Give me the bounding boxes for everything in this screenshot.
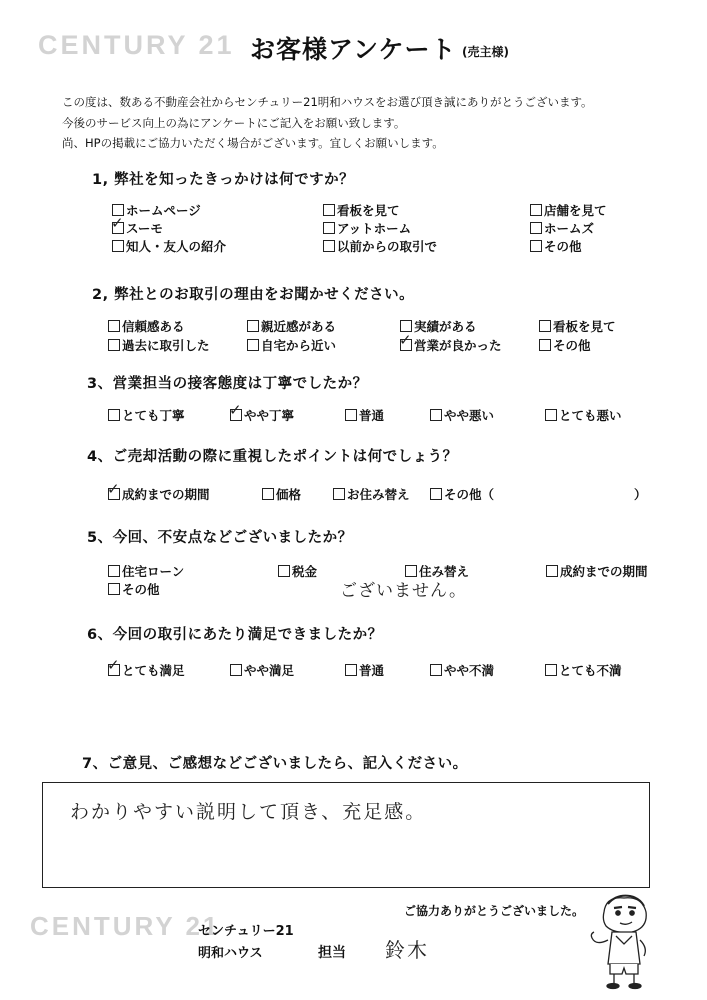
q4-option-price[interactable] xyxy=(262,485,301,503)
thanks-message: ご協力ありがとうございました。 xyxy=(404,904,585,918)
checkbox[interactable] xyxy=(108,583,120,595)
option-label: やや不満 xyxy=(444,663,495,678)
option-label: とても不満 xyxy=(559,663,622,678)
option-label: 税金 xyxy=(292,564,318,579)
option-label: スーモ xyxy=(126,221,163,236)
check-mark-icon: ✓ xyxy=(107,656,120,674)
q3-option-normal[interactable] xyxy=(345,406,384,424)
checkbox[interactable] xyxy=(430,664,442,676)
checkbox[interactable] xyxy=(108,339,120,351)
checkbox[interactable] xyxy=(278,565,290,577)
staff-label: 担当 xyxy=(318,945,346,961)
brand-logo: CENTURY 21 xyxy=(38,30,235,60)
question-3-title: 3、営業担当の接客態度は丁寧でしたか？ xyxy=(87,376,368,392)
intro-text xyxy=(62,92,593,154)
checkbox[interactable] xyxy=(545,664,557,676)
option-label: 営業が良かった xyxy=(414,338,502,353)
check-mark-icon: ✓ xyxy=(111,214,124,232)
option-label: 店舗を見て xyxy=(544,203,607,218)
q1-option-other[interactable] xyxy=(530,237,582,255)
option-label: やや丁寧 xyxy=(244,408,295,423)
option-label: とても満足 xyxy=(122,663,185,678)
option-label: ホームページ xyxy=(126,203,201,218)
checkbox[interactable] xyxy=(430,409,442,421)
q3-option-somewhat-polite[interactable] xyxy=(229,401,295,424)
checkbox-checked[interactable] xyxy=(229,401,242,421)
checkbox[interactable] xyxy=(108,320,120,332)
checkbox[interactable] xyxy=(546,565,558,577)
option-label: お住み替え xyxy=(347,487,410,502)
checkbox[interactable] xyxy=(530,240,542,252)
q2-option-near-home[interactable] xyxy=(247,336,336,354)
mascot-illustration xyxy=(584,890,664,990)
checkbox[interactable] xyxy=(530,222,542,234)
checkbox[interactable] xyxy=(333,488,345,500)
q1-option-homes[interactable] xyxy=(530,219,594,237)
check-mark-icon: ✓ xyxy=(229,401,242,419)
q1-option-previous[interactable] xyxy=(323,237,437,255)
q1-option-suumo[interactable] xyxy=(111,214,163,237)
q5-option-mortgage[interactable] xyxy=(108,562,184,580)
option-label: その他 xyxy=(553,338,591,353)
option-label: その他 xyxy=(544,239,582,254)
option-label: その他（ xyxy=(444,487,495,502)
q1-option-referral[interactable] xyxy=(112,237,226,255)
checkbox[interactable] xyxy=(112,240,124,252)
option-label: とても悪い xyxy=(559,408,622,423)
q6-option-normal[interactable] xyxy=(345,661,384,679)
checkbox[interactable] xyxy=(230,664,242,676)
option-label: 住宅ローン xyxy=(122,564,185,579)
q2-option-other[interactable] xyxy=(539,336,591,354)
checkbox[interactable] xyxy=(539,339,551,351)
q3-option-somewhat-bad[interactable] xyxy=(430,406,494,424)
option-label: 過去に取引した xyxy=(122,338,210,353)
option-label: 看板を見て xyxy=(553,319,616,334)
q2-option-familiarity[interactable] xyxy=(247,317,336,335)
intro-line: 今後のサービス向上の為にアンケートにご記入をお願い致します。 xyxy=(62,115,406,130)
question-1-title: 1, 弊社を知ったきっかけは何ですか？ xyxy=(92,172,355,188)
option-label: 普通 xyxy=(359,663,385,678)
option-label: 親近感がある xyxy=(261,319,337,334)
q3-option-very-polite[interactable] xyxy=(108,406,185,424)
q2-option-past-deal[interactable] xyxy=(108,336,210,354)
q6-option-somewhat-satisfied[interactable] xyxy=(230,661,294,679)
q7-handwritten-comment: わかりやすい説明して頂き、充足感。 xyxy=(70,801,427,823)
q5-handwritten-answer: ございません。 xyxy=(340,581,468,601)
footer-brand-logo: CENTURY 21 xyxy=(30,911,221,941)
page-title: お客様アンケート xyxy=(250,35,457,64)
staff-name-signature: 鈴木 xyxy=(385,938,429,962)
page-title-sub: (売主様) xyxy=(462,45,509,59)
option-label: 知人・友人の紹介 xyxy=(126,239,227,254)
question-6-title: 6、今回の取引にあたり満足できましたか？ xyxy=(87,627,383,643)
checkbox[interactable] xyxy=(323,222,335,234)
q2-option-trust[interactable] xyxy=(108,317,185,335)
q6-option-very-unsatisfied[interactable] xyxy=(545,661,622,679)
question-2-title: 2, 弊社とのお取引の理由をお聞かせください。 xyxy=(92,287,415,303)
option-label: 住み替え xyxy=(419,564,470,579)
question-5-title: 5、今回、不安点などございましたか？ xyxy=(87,530,353,546)
q1-option-homepage[interactable] xyxy=(112,201,201,219)
checkbox[interactable] xyxy=(108,565,120,577)
intro-line: この度は、数ある不動産会社からセンチュリー21明和ハウスをお選び頂き誠にありがとうございます。 xyxy=(62,95,593,109)
option-label: ホームズ xyxy=(544,221,595,236)
check-mark-icon: ✓ xyxy=(107,480,120,498)
checkbox-checked[interactable] xyxy=(107,480,120,500)
q6-option-somewhat-unsatisfied[interactable] xyxy=(430,661,494,679)
q1-option-signboard[interactable] xyxy=(323,201,400,219)
checkbox[interactable] xyxy=(345,409,357,421)
checkbox[interactable] xyxy=(530,204,542,216)
q2-option-good-sales[interactable] xyxy=(399,331,502,354)
q5-option-tax[interactable] xyxy=(278,562,317,580)
q5-option-other[interactable] xyxy=(108,580,160,598)
option-label: 普通 xyxy=(359,408,385,423)
option-label: アットホーム xyxy=(337,221,412,236)
checkbox-checked[interactable] xyxy=(111,214,124,234)
checkbox[interactable] xyxy=(323,240,335,252)
checkbox-checked[interactable] xyxy=(399,331,412,351)
q5-option-time-to-contract[interactable] xyxy=(546,562,648,580)
option-label: 以前からの取引で xyxy=(337,239,438,254)
checkbox[interactable] xyxy=(323,204,335,216)
option-label: 成約までの期間 xyxy=(560,564,648,579)
q1-option-store[interactable] xyxy=(530,201,607,219)
checkbox[interactable] xyxy=(262,488,274,500)
option-label: 価格 xyxy=(276,487,302,502)
q3-option-very-bad[interactable] xyxy=(545,406,622,424)
q1-option-athome[interactable] xyxy=(323,219,411,237)
q2-option-signboard[interactable] xyxy=(539,317,616,335)
option-label: 実績がある xyxy=(414,319,477,334)
question-7-title: 7、ご意見、ご感想などございましたら、記入ください。 xyxy=(82,756,468,772)
footer-company-line2: 明和ハウス xyxy=(198,946,263,961)
option-label: 成約までの期間 xyxy=(122,487,210,502)
checkbox[interactable] xyxy=(545,409,557,421)
q4-option-relocation[interactable] xyxy=(333,485,410,503)
footer-company-line1: センチュリー21 xyxy=(198,924,294,939)
check-mark-icon: ✓ xyxy=(399,331,412,349)
option-label: その他 xyxy=(122,582,160,597)
option-label: 信頼感ある xyxy=(122,319,185,334)
option-label: やや悪い xyxy=(444,408,495,423)
option-label: やや満足 xyxy=(244,663,295,678)
question-4-title: 4、ご売却活動の際に重視したポイントは何でしょう？ xyxy=(87,449,458,465)
q6-option-very-satisfied[interactable] xyxy=(107,656,185,679)
checkbox[interactable] xyxy=(108,409,120,421)
q4-other-close-paren: ） xyxy=(634,487,647,502)
checkbox[interactable] xyxy=(539,320,551,332)
checkbox[interactable] xyxy=(345,664,357,676)
q4-option-time-to-contract[interactable] xyxy=(107,480,210,503)
option-label: 看板を見て xyxy=(337,203,400,218)
checkbox[interactable] xyxy=(247,339,259,351)
checkbox[interactable] xyxy=(430,488,442,500)
intro-line: 尚、HPの掲載にご協力いただく場合がございます。宜しくお願いします。 xyxy=(62,136,444,150)
option-label: 自宅から近い xyxy=(261,338,337,353)
checkbox[interactable] xyxy=(247,320,259,332)
checkbox-checked[interactable] xyxy=(107,656,120,676)
option-label: とても丁寧 xyxy=(122,408,185,423)
q4-option-other[interactable] xyxy=(430,485,494,503)
